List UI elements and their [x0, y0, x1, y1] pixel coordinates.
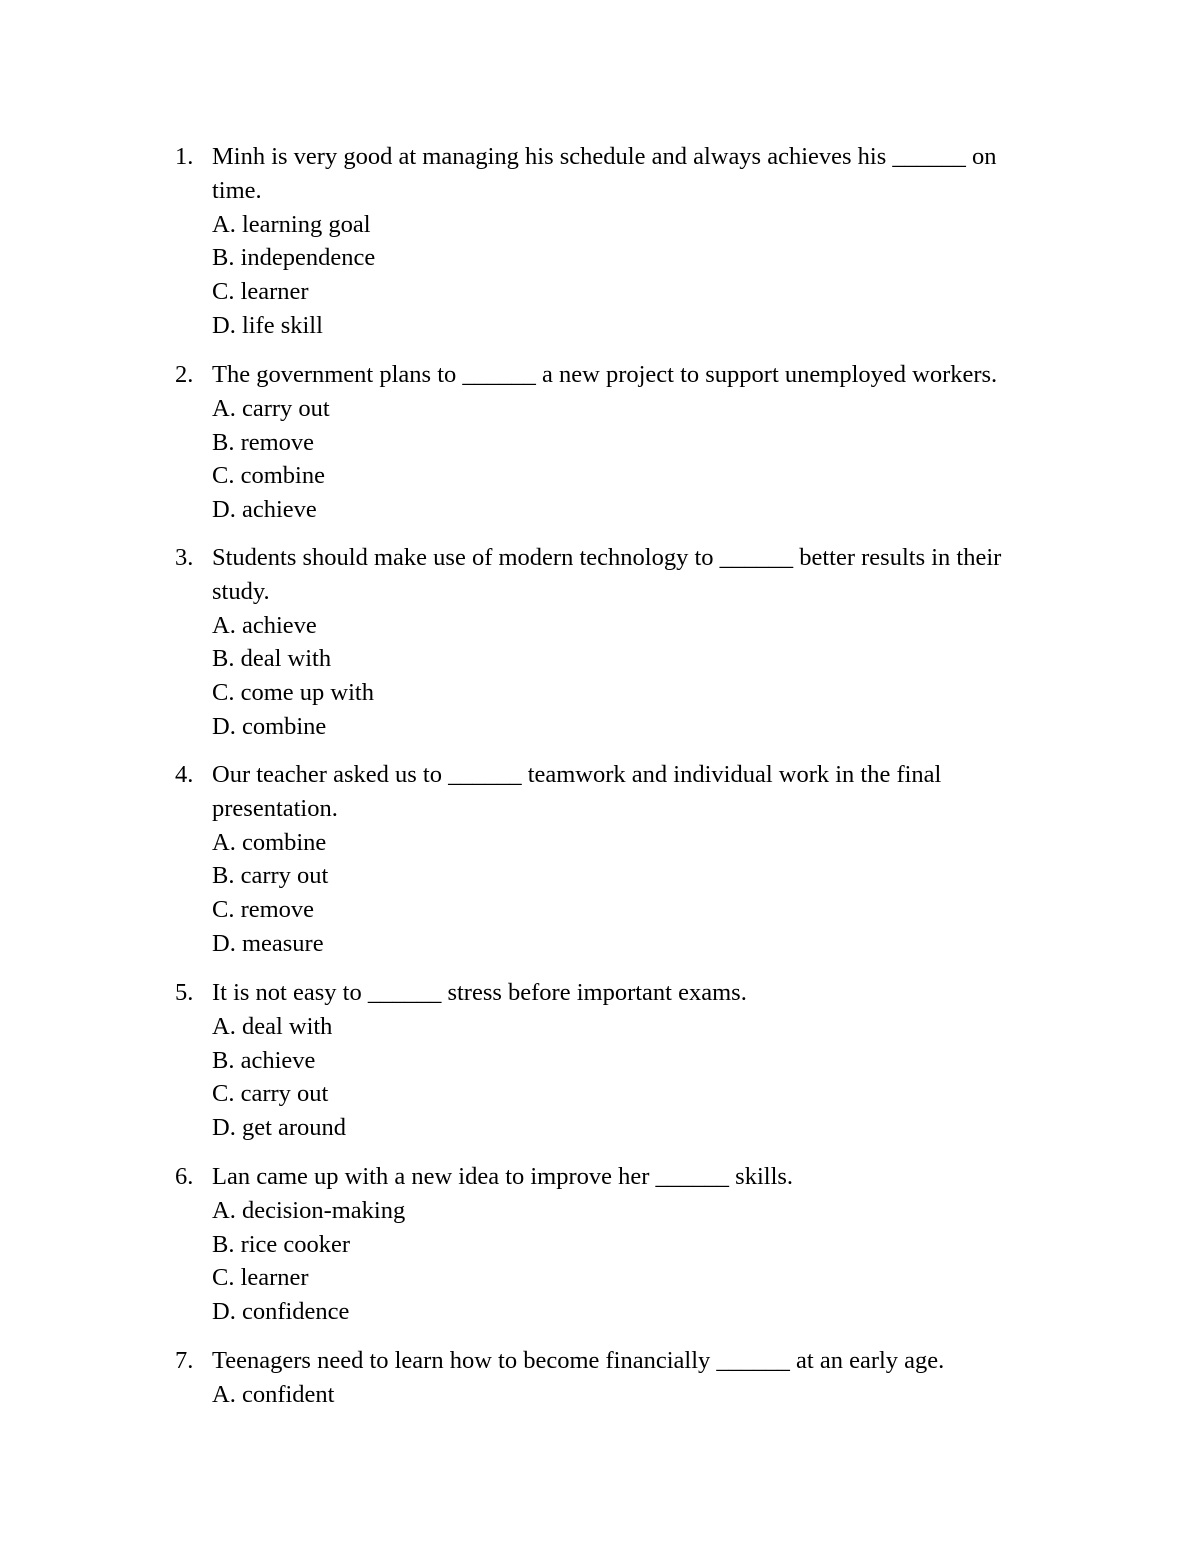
question-text: It is not easy to ______ stress before important exams. — [212, 979, 747, 1006]
question-number: 3. — [175, 544, 194, 571]
option-c: C. learner — [212, 278, 309, 306]
question-4 — [175, 758, 1045, 961]
option-a: A. achieve — [212, 611, 317, 639]
option-a: A. deal with — [212, 1012, 333, 1040]
option-d: D. life skill — [212, 311, 323, 339]
question-number: 6. — [175, 1163, 194, 1190]
option-b: B. rice cooker — [212, 1230, 351, 1258]
option-b: B. remove — [212, 428, 315, 456]
question-text: Our teacher asked us to ______ teamwork and individual work in the final presentation. — [212, 761, 942, 822]
option-c: C. carry out — [212, 1080, 329, 1108]
option-c: C. combine — [212, 462, 325, 490]
question-text: Students should make use of modern technology to ______ better results in their study. — [212, 544, 1002, 605]
question-number: 1. — [175, 143, 194, 170]
question-6 — [175, 1160, 1045, 1329]
option-a: A. carry out — [212, 394, 330, 422]
question-number: 2. — [175, 361, 194, 388]
option-a: A. decision-making — [212, 1196, 406, 1224]
option-d: D. achieve — [212, 496, 317, 524]
question-1 — [175, 140, 1045, 343]
question-number: 7. — [175, 1347, 194, 1374]
question-number: 5. — [175, 979, 194, 1006]
question-number: 4. — [175, 761, 194, 788]
option-b: B. carry out — [212, 862, 329, 890]
option-d: D. measure — [212, 929, 324, 957]
option-a: A. combine — [212, 828, 327, 856]
question-7 — [175, 1344, 1045, 1412]
option-c: C. remove — [212, 896, 315, 924]
question-text: The government plans to ______ a new project to support unemployed workers. — [212, 361, 998, 388]
option-a: A. learning goal — [212, 210, 371, 238]
question-text: Lan came up with a new idea to improve her ______ skills. — [212, 1163, 794, 1190]
question-text: Teenagers need to learn how to become financially ______ at an early age. — [212, 1347, 945, 1374]
question-5 — [175, 976, 1045, 1145]
option-b: B. independence — [212, 244, 376, 272]
option-d: D. confidence — [212, 1298, 350, 1326]
question-2 — [175, 358, 1045, 527]
option-a: A. confident — [212, 1380, 335, 1408]
question-text: Minh is very good at managing his schedule and always achieves his ______ on time. — [212, 143, 997, 204]
option-b: B. achieve — [212, 1046, 316, 1074]
question-3 — [175, 541, 1045, 744]
option-d: D. combine — [212, 712, 327, 740]
option-d: D. get around — [212, 1114, 347, 1142]
option-b: B. deal with — [212, 645, 332, 673]
option-c: C. come up with — [212, 679, 374, 707]
option-c: C. learner — [212, 1264, 309, 1292]
